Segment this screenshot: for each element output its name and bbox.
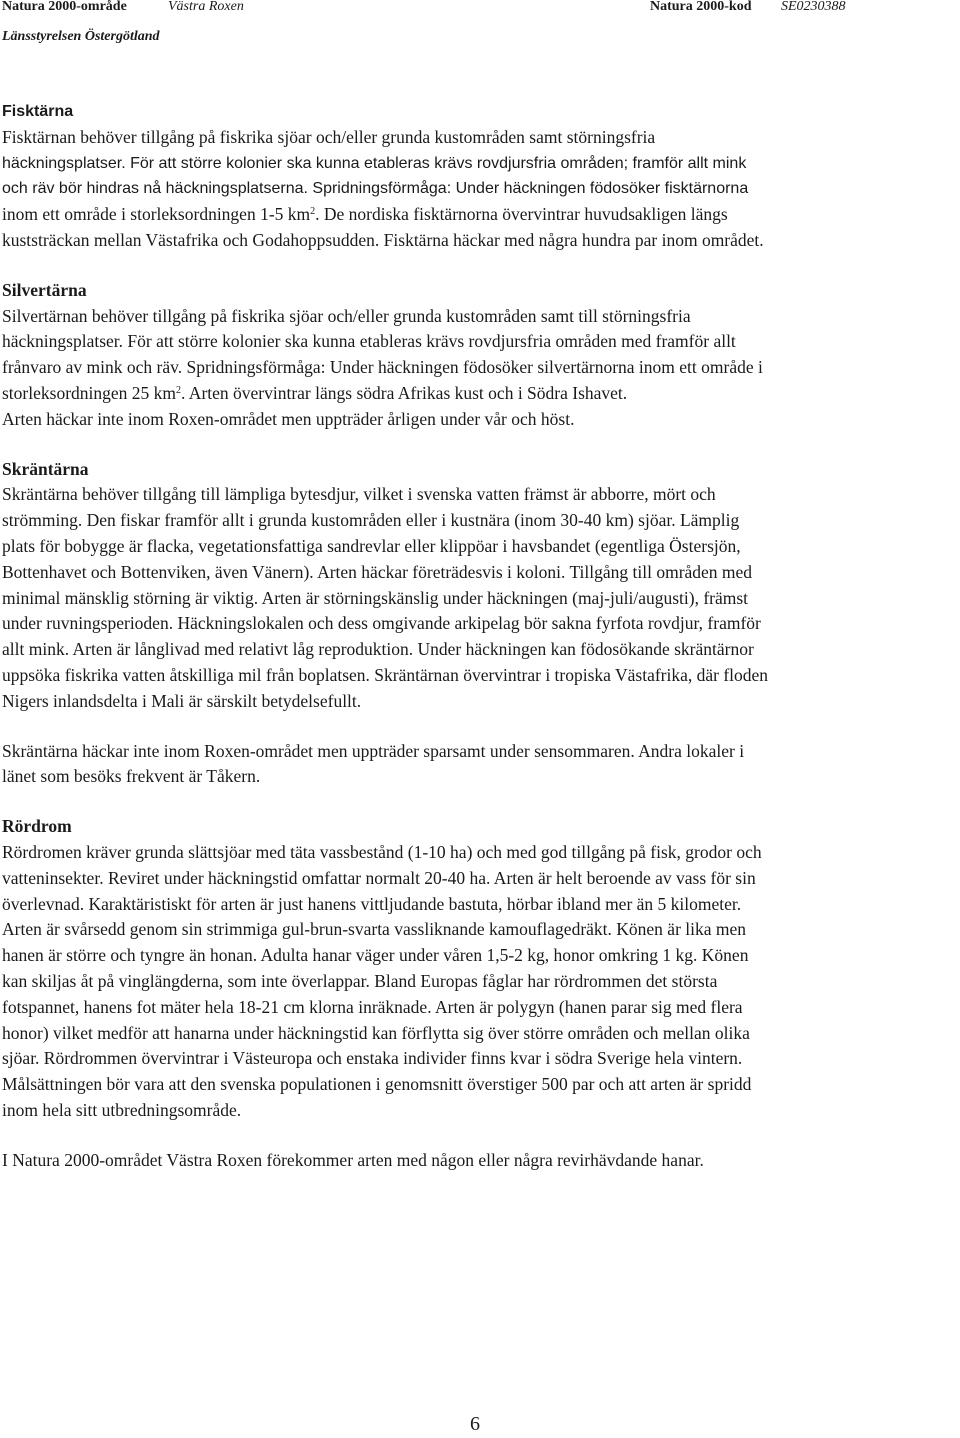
text-line: Silvertärnan behöver tillgång på fiskrika sjöar och/eller grunda kustområden samt till störningsfria — [2, 305, 691, 326]
text-line: länet som besöks frekvent är Tåkern. — [2, 766, 261, 787]
text-line: allt mink. Arten är långlivad med relativt låg reproduktion. Under häckningen kan födosökande skräntärnor — [2, 639, 754, 660]
text-line: häckningsplatser. För att större kolonier ska kunna etableras krävs rovdjursfria områden med framför allt — [2, 331, 736, 352]
header-authority: Länsstyrelsen Östergötland — [2, 29, 160, 44]
paragraph — [2, 482, 954, 714]
paragraph — [2, 840, 954, 1124]
text-line: överlevnad. Karaktäristiskt för arten är just hanens vittljudande bastuta, hörbar ibland mer än 5 kilometer. — [2, 893, 742, 914]
section-title: Rördrom — [2, 816, 72, 837]
text-line: Rördromen kräver grunda slättsjöar med täta vassbestånd (1-10 ha) och med god tillgång på fisk, grodor och — [2, 841, 762, 862]
superscript: 2 — [310, 206, 316, 218]
text-line: och räv bör hindras nå häckningsplatserna. Spridningsförmåga: Under häckningen födosöker fisktärnorna — [2, 180, 749, 198]
text-segment: . Arten övervintrar längs södra Afrikas kust och i Södra Ishavet. — [181, 382, 628, 403]
header-code: SE0230388 — [781, 0, 846, 14]
text-line: vatteninsekter. Reviret under häckningstid omfattar normalt 20-40 ha. Arten är helt beroende av vass för sin — [2, 867, 756, 888]
text-line: frånvaro av mink och räv. Spridningsförmåga: Under häckningen födosöker silvertärnorna inom ett område i — [2, 357, 763, 378]
text-line: hanen är större och tyngre än honan. Adulta hanar väger under våren 1,5-2 kg, honor omkring 1 kg. Könen — [2, 945, 749, 966]
section-title: Skräntärna — [2, 458, 89, 479]
text-line: Skräntärna häckar inte inom Roxen-området men uppträder sparsamt under sensommaren. Andra lokaler i — [2, 740, 745, 761]
paragraph — [2, 304, 954, 433]
section-silvertarna — [2, 278, 954, 433]
paragraph — [2, 1148, 954, 1174]
text-line: honor) vilket medför att hanarna under häckningstid kan förflytta sig över större områden och mellan olika — [2, 1022, 750, 1043]
text-line: minimal mänsklig störning är viktig. Arten är störningskänslig under häckningen (maj-juli/augusti), främst — [2, 587, 749, 608]
text-segment: inom ett område i storleksordningen 1-5 km — [2, 204, 311, 225]
section-title: Silvertärna — [2, 279, 87, 300]
text-line: strömming. Den fiskar framför allt i grunda kustområden eller i kustnära (inom 30-40 km) sjöar. Lämplig — [2, 510, 740, 531]
text-line: Skräntärna behöver tillgång till lämpliga bytesdjur, vilket i svenska vatten främst är abborre, mört och — [2, 484, 716, 505]
text-line: I Natura 2000-området Västra Roxen förekommer arten med någon eller några revirhävdande hanar. — [2, 1149, 704, 1170]
header-area-label: Natura 2000-område — [2, 0, 127, 14]
text-segment: storleksordningen 25 km — [2, 382, 177, 403]
text-line: sjöar. Rördrommen övervintrar i Västeuropa och enstaka individer finns kvar i södra Sverige hela vintern. — [2, 1048, 743, 1069]
page-number: 6 — [470, 1413, 480, 1435]
text-line: Fisktärnan behöver tillgång på fiskrika sjöar och/eller grunda kustområden samt störningsfria — [2, 126, 656, 147]
text-line: Nigers inlandsdelta i Mali är särskilt betydelsefullt. — [2, 690, 362, 711]
superscript: 2 — [176, 384, 182, 396]
text-line: häckningsplatser. För att större kolonier ska kunna etableras krävs rovdjursfria områden; framför allt mink — [2, 154, 747, 172]
section-title: Fisktärna — [2, 103, 74, 120]
section-skrantarna — [2, 457, 954, 791]
text-segment: . De nordiska fisktärnorna övervintrar huvudsakligen längs — [315, 204, 728, 225]
text-line: plats för bobygge är flacka, vegetationsfattiga sandrevlar eller klippöar i havsbandet (egentliga Östersjön, — [2, 535, 741, 556]
text-line: Arten häckar inte inom Roxen-området men uppträder årligen under vår och höst. — [2, 408, 575, 429]
header-area-name: Västra Roxen — [168, 0, 244, 14]
text-line: kan skiljas åt på vinglängderna, som inte överlappar. Bland Europas fåglar har rördrommen det största — [2, 970, 718, 991]
text-line: Bottenhavet och Bottenviken, även Vänern). Arten häckar företrädesvis i koloni. Tillgång till områden med — [2, 561, 753, 582]
paragraph — [2, 125, 954, 254]
text-line: Målsättningen bör vara att den svenska populationen i genomsnitt överstiger 500 par och att arten är spridd — [2, 1074, 752, 1095]
header-code-label: Natura 2000-kod — [650, 0, 752, 14]
text-line: Arten är svårsedd genom sin strimmiga gul-brun-svarta vassliknande kamouflagedräkt. Könen är lika men — [2, 919, 747, 940]
paragraph — [2, 739, 954, 791]
text-line: under ruvningsperioden. Häckningslokalen och dess omgivande arkipelag bör sakna fyrfota rovdjur, framför — [2, 613, 761, 634]
document-body — [2, 99, 954, 1173]
text-line: inom hela sitt utbredningsområde. — [2, 1099, 242, 1120]
text-line: uppsöka fiskrika vatten åtskilliga mil från boplatsen. Skräntärnan övervintrar i tropiska Västafrika, där floden — [2, 664, 769, 685]
section-fisktarna — [2, 99, 954, 254]
text-line: kuststräckan mellan Västafrika och Godahoppsudden. Fisktärna häckar med några hundra par inom området. — [2, 229, 764, 250]
text-line: fotspannet, hanens fot mäter hela 18-21 cm klorna inräknade. Arten är polygyn (hanen parar sig med flera — [2, 996, 743, 1017]
section-rordrom — [2, 814, 954, 1173]
